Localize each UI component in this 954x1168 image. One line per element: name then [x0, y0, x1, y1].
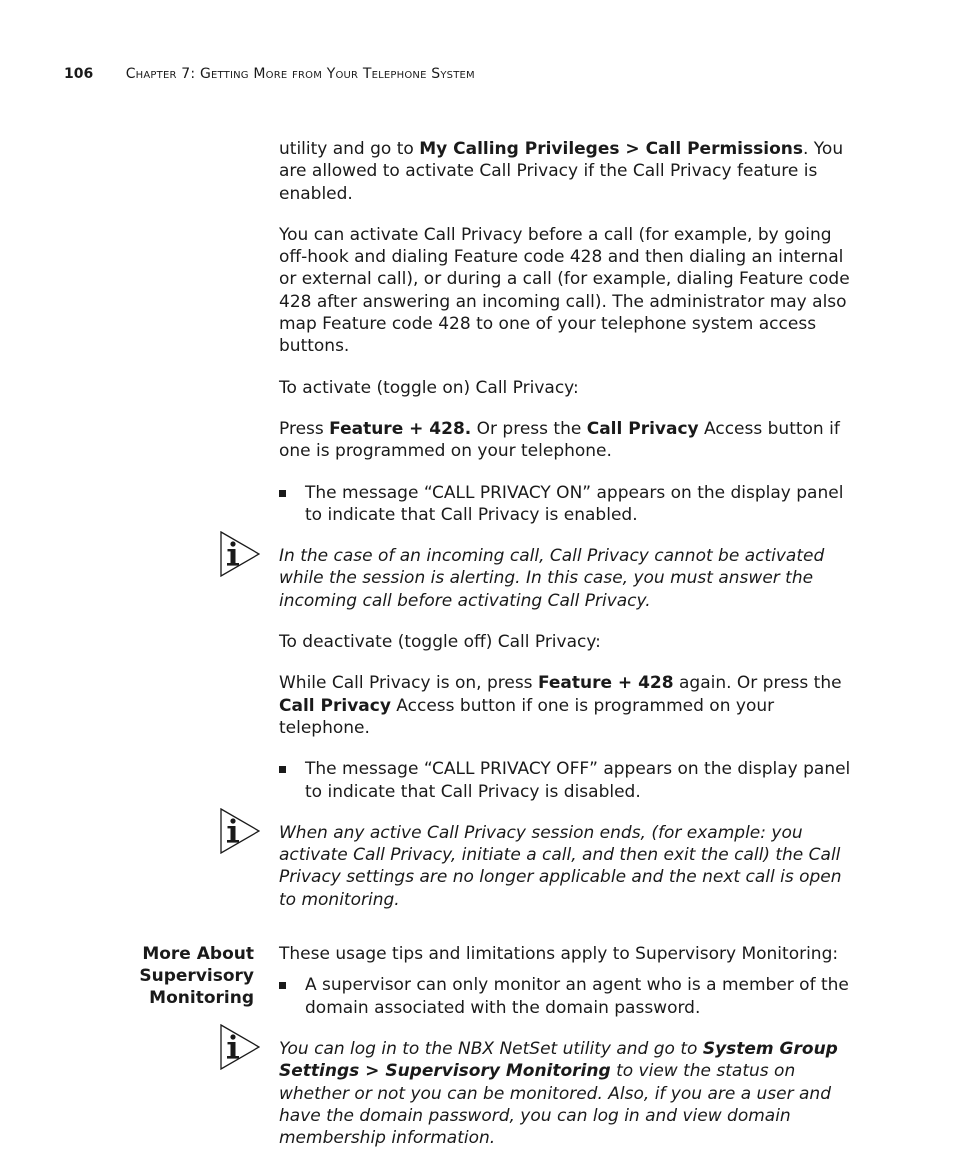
- text: While Call Privacy is on, press: [279, 673, 538, 694]
- bullet-item: [279, 758, 859, 803]
- page-number: 106: [64, 66, 94, 82]
- page-body: [139, 138, 859, 1168]
- bullet-text: The message “CALL PRIVACY OFF” appears on the display panel to indicate that Call Privacy is disabled.: [305, 759, 851, 802]
- button-name: Call Privacy: [586, 418, 699, 439]
- bullet-square-icon: [279, 490, 286, 497]
- running-header: [64, 66, 475, 82]
- bullet-text: The message “CALL PRIVACY ON” appears on the display panel to indicate that Call Privacy is enabled.: [305, 482, 844, 525]
- menu-path: My Calling Privileges > Call Permissions: [419, 139, 803, 159]
- bullet-square-icon: [279, 766, 286, 773]
- section-heading: More About Supervisory Monitoring: [139, 944, 254, 1009]
- feature-code: Feature + 428: [537, 673, 674, 694]
- note-text: You can log in to the NBX NetSet utility and go to: [279, 1038, 703, 1059]
- paragraph-activate-heading: To activate (toggle on) Call Privacy:: [279, 377, 579, 398]
- menu-path: System Group Settings > Supervisory Monitoring: [279, 1038, 838, 1082]
- info-note-icon: [220, 808, 260, 854]
- chapter-title: Chapter 7: Getting More from Your Telephone System: [125, 66, 475, 82]
- paragraph-call-permissions: [279, 138, 859, 205]
- bullet-item: [279, 482, 859, 527]
- note-session-ends: [279, 822, 859, 911]
- paragraph-activate-info: You can activate Call Privacy before a call (for example, by going off-hook and dialing Feature code 428 and then dialing an internal or external call), or during a call (for example, dialing Feature code 428 after answering an incoming call). The administrator may also map Feature code 428 to one of your telephone system access buttons.: [279, 224, 850, 357]
- text: again. Or press the: [673, 673, 842, 694]
- text: Or press the: [471, 418, 587, 439]
- note-text: In the case of an incoming call, Call Privacy cannot be activated while the session is alerting. In this case, you must answer the incoming call before activating Call Privacy.: [279, 546, 825, 611]
- bullet-square-icon: [279, 982, 286, 989]
- text: Access button if one is programmed on your telephone.: [279, 695, 775, 738]
- info-note-icon: [220, 531, 260, 577]
- note-incoming-call: [279, 545, 859, 612]
- section-supervisory-monitoring: [139, 943, 859, 1149]
- feature-code: Feature + 428.: [329, 418, 472, 439]
- text: Press: [279, 418, 330, 439]
- paragraph-activate-steps: [279, 418, 859, 463]
- bullet-item: [279, 974, 859, 1019]
- note-text: When any active Call Privacy session ends, (for example: you activate Call Privacy, initiate a call, and then exit the call) the Call Privacy settings are no longer applicable and the next call is open to monitoring.: [279, 822, 842, 910]
- note-text: to view the status on whether or not you can be monitored. Also, if you are a user and have the domain password, you can log in and view domain membership information.: [279, 1061, 832, 1149]
- text: utility and go to: [279, 139, 420, 159]
- paragraph-deactivate-heading: To deactivate (toggle off) Call Privacy:: [279, 632, 601, 653]
- text: Access button if one is programmed on your telephone.: [279, 418, 840, 462]
- button-name: Call Privacy: [279, 695, 391, 716]
- note-netset: [279, 1038, 859, 1149]
- bullet-text: A supervisor can only monitor an agent who is a member of the domain associated with the domain password.: [305, 975, 849, 1018]
- section-intro: These usage tips and limitations apply to Supervisory Monitoring:: [279, 944, 839, 965]
- text: . You are allowed to activate Call Privacy if the Call Privacy feature is enabled.: [279, 139, 844, 204]
- paragraph-deactivate-steps: [279, 672, 859, 739]
- info-note-icon: [220, 1024, 260, 1070]
